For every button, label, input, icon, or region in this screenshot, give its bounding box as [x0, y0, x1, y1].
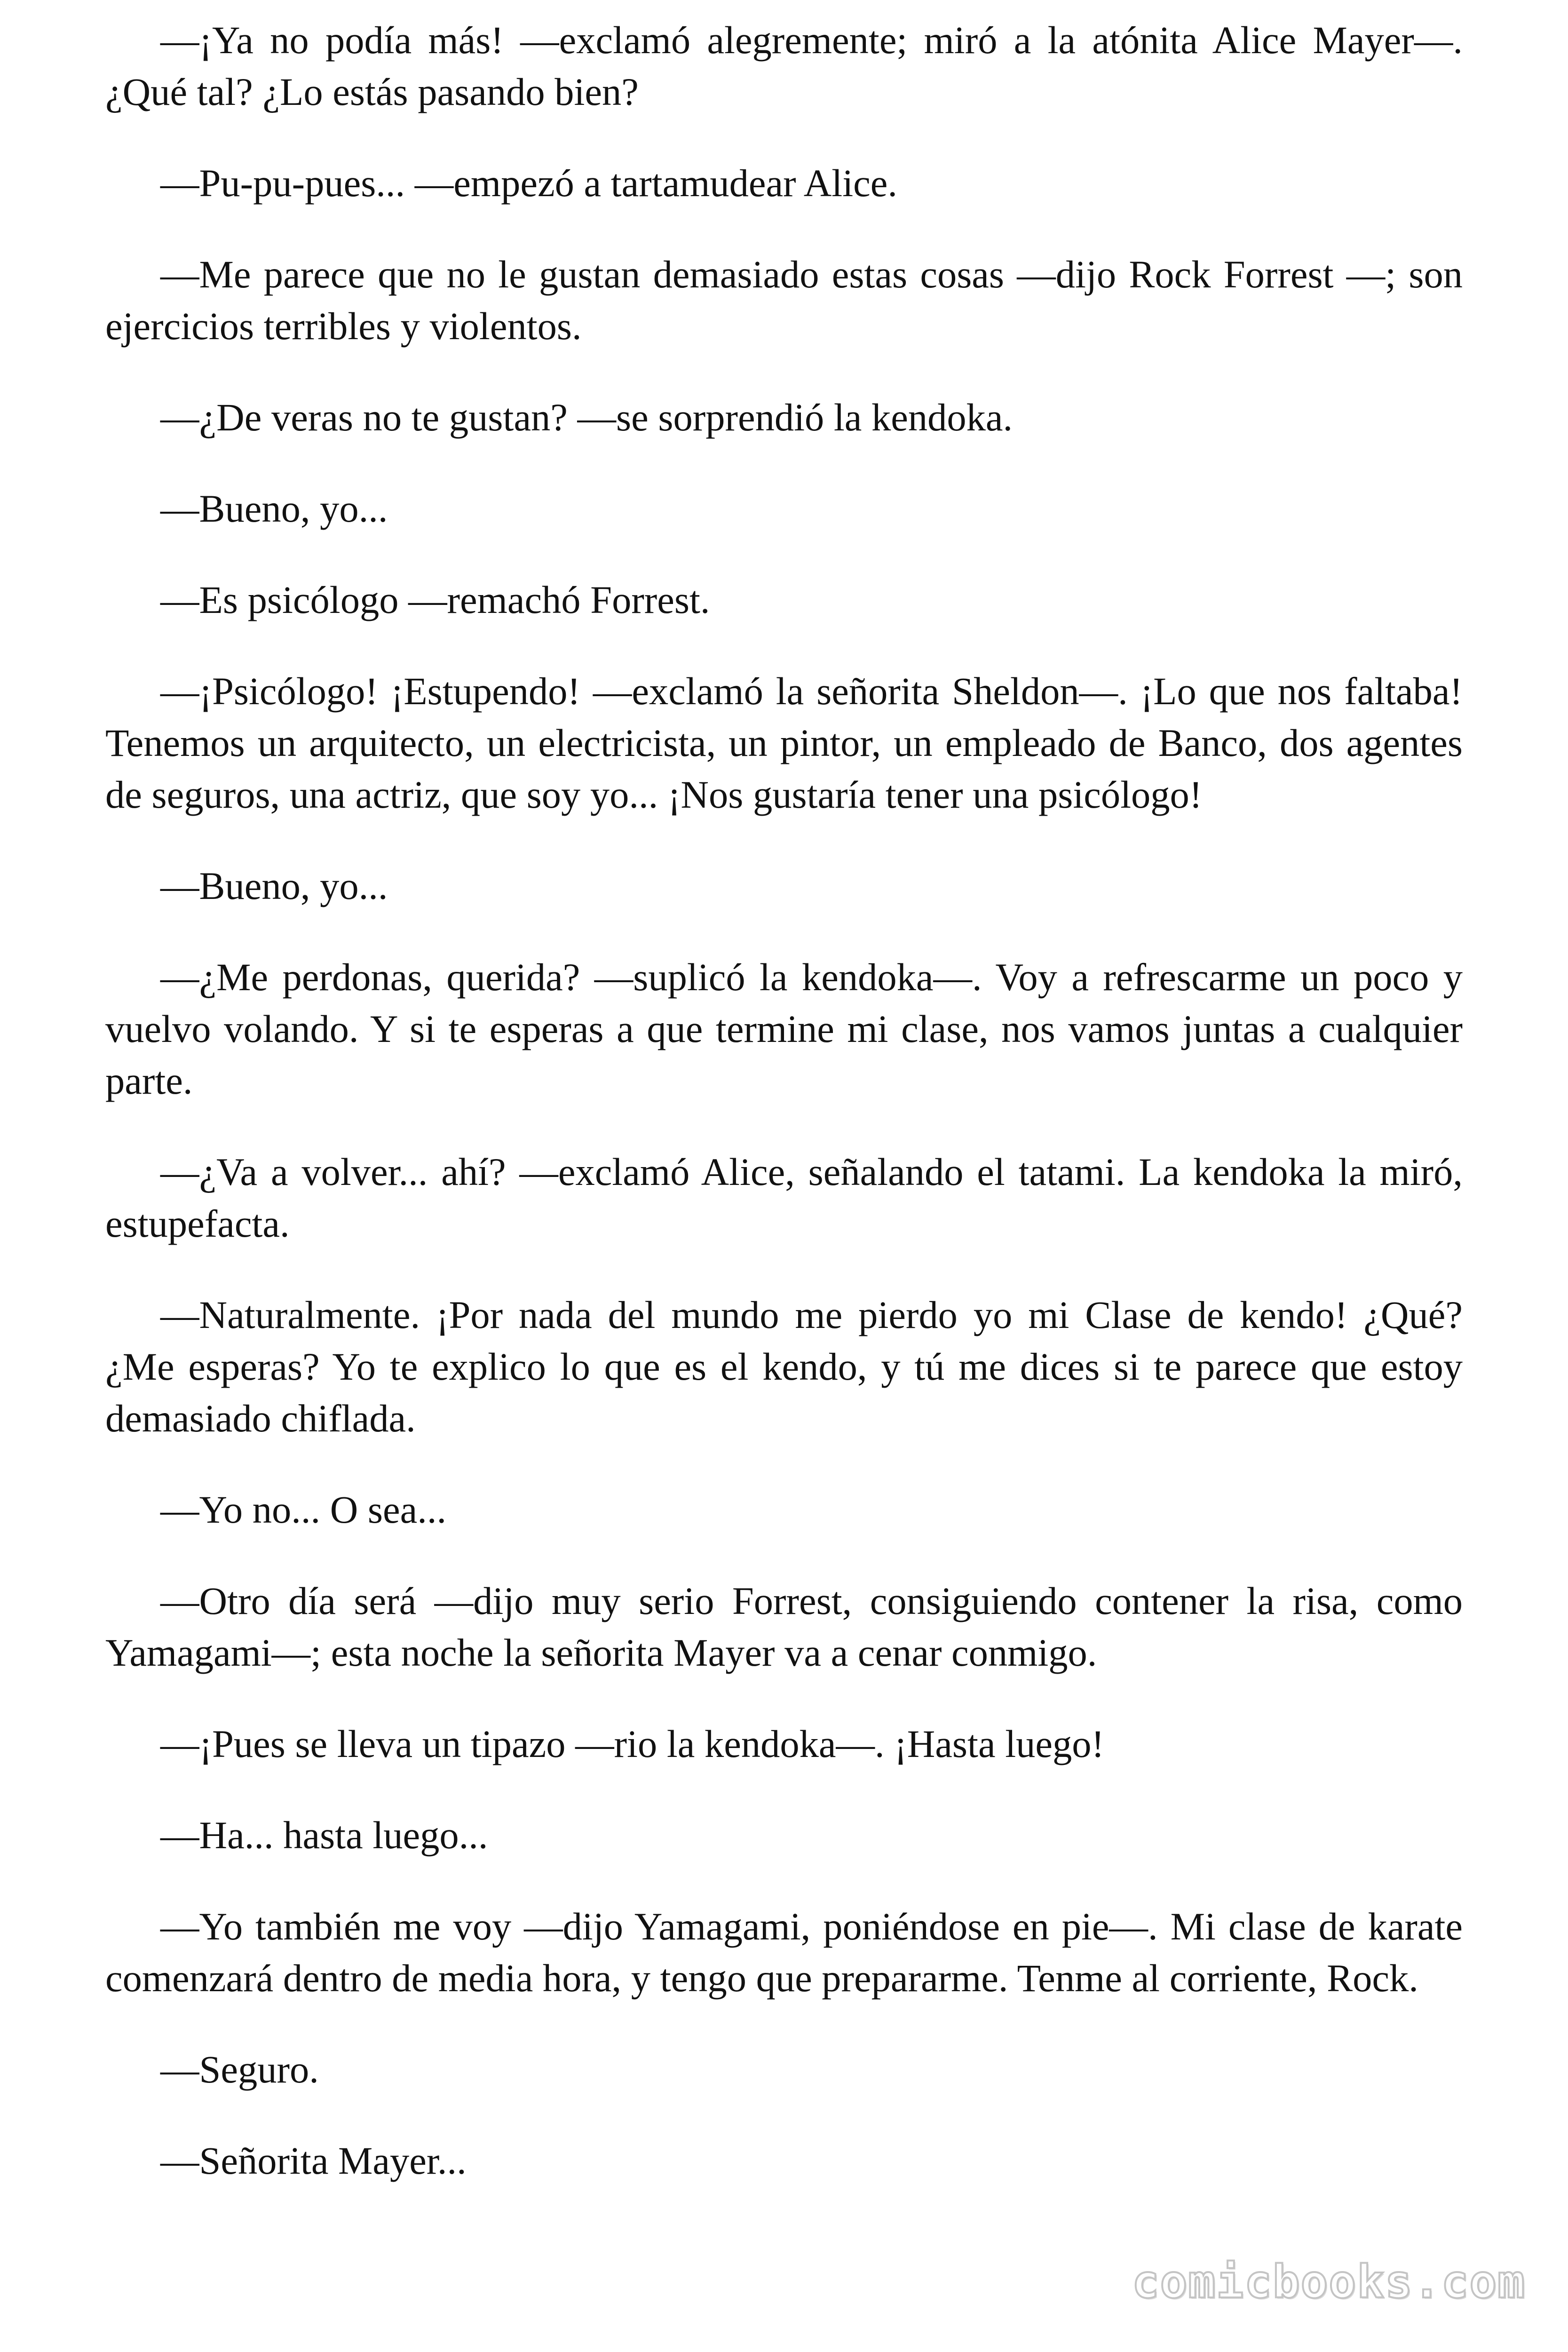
watermark: comicbooks.com — [1132, 2256, 1526, 2308]
paragraph: —Seguro. — [160, 2048, 319, 2091]
paragraph: —Otro día será —dijo muy serio Forrest, consiguiendo contener la risa, como Yamagami—; esta noche la señorita Mayer va a cenar conmigo. — [105, 1579, 1463, 1674]
paragraph: —Naturalmente. ¡Por nada del mundo me pierdo yo mi Clase de kendo! ¿Qué? ¿Me esperas? Yo te explico lo que es el kendo, y tú me dices si te parece que estoy demasiado chiflada. — [105, 1293, 1463, 1440]
paragraph: —Me parece que no le gustan demasiado estas cosas —dijo Rock Forrest —; son ejercicios terribles y violentos. — [105, 253, 1463, 348]
paragraph: —Ha... hasta luego... — [160, 1813, 488, 1857]
paragraph: —¡Ya no podía más! —exclamó alegremente; miró a la atónita Alice Mayer—. ¿Qué tal? ¿Lo estás pasando bien? — [105, 18, 1463, 113]
paragraph: —Señorita Mayer... — [160, 2139, 467, 2182]
paragraph: —¡Psicólogo! ¡Estupendo! —exclamó la señorita Sheldon—. ¡Lo que nos faltaba! Tenemos un arquitecto, un electricista, un pintor, un empleado de Banco, dos agentes de seguros, una actriz, que soy yo... ¡Nos gustaría tener una psicólogo! — [105, 669, 1463, 816]
paragraph: —¿De veras no te gustan? —se sorprendió la kendoka. — [160, 396, 1013, 439]
paragraph: —Es psicólogo —remachó Forrest. — [160, 578, 710, 621]
paragraph: —Bueno, yo... — [160, 864, 388, 907]
paragraph: —Pu-pu-pues... —empezó a tartamudear Alice. — [160, 161, 897, 205]
paragraph: —Bueno, yo... — [160, 487, 388, 530]
paragraph: —Yo también me voy —dijo Yamagami, poniéndose en pie—. Mi clase de karate comenzará dentro de media hora, y tengo que prepararme. Tenme al corriente, Rock. — [105, 1905, 1463, 2000]
paragraph: —¡Pues se lleva un tipazo —rio la kendoka—. ¡Hasta luego! — [160, 1722, 1104, 1765]
paragraph: —Yo no... O sea... — [160, 1488, 447, 1531]
page-body — [105, 14, 1463, 2186]
paragraph: —¿Me perdonas, querida? —suplicó la kendoka—. Voy a refrescarme un poco y vuelvo volando. Y si te esperas a que termine mi clase, nos vamos juntas a cualquier parte. — [105, 955, 1463, 1102]
paragraph: —¿Va a volver... ahí? —exclamó Alice, señalando el tatami. La kendoka la miró, estupefacta. — [105, 1150, 1463, 1245]
